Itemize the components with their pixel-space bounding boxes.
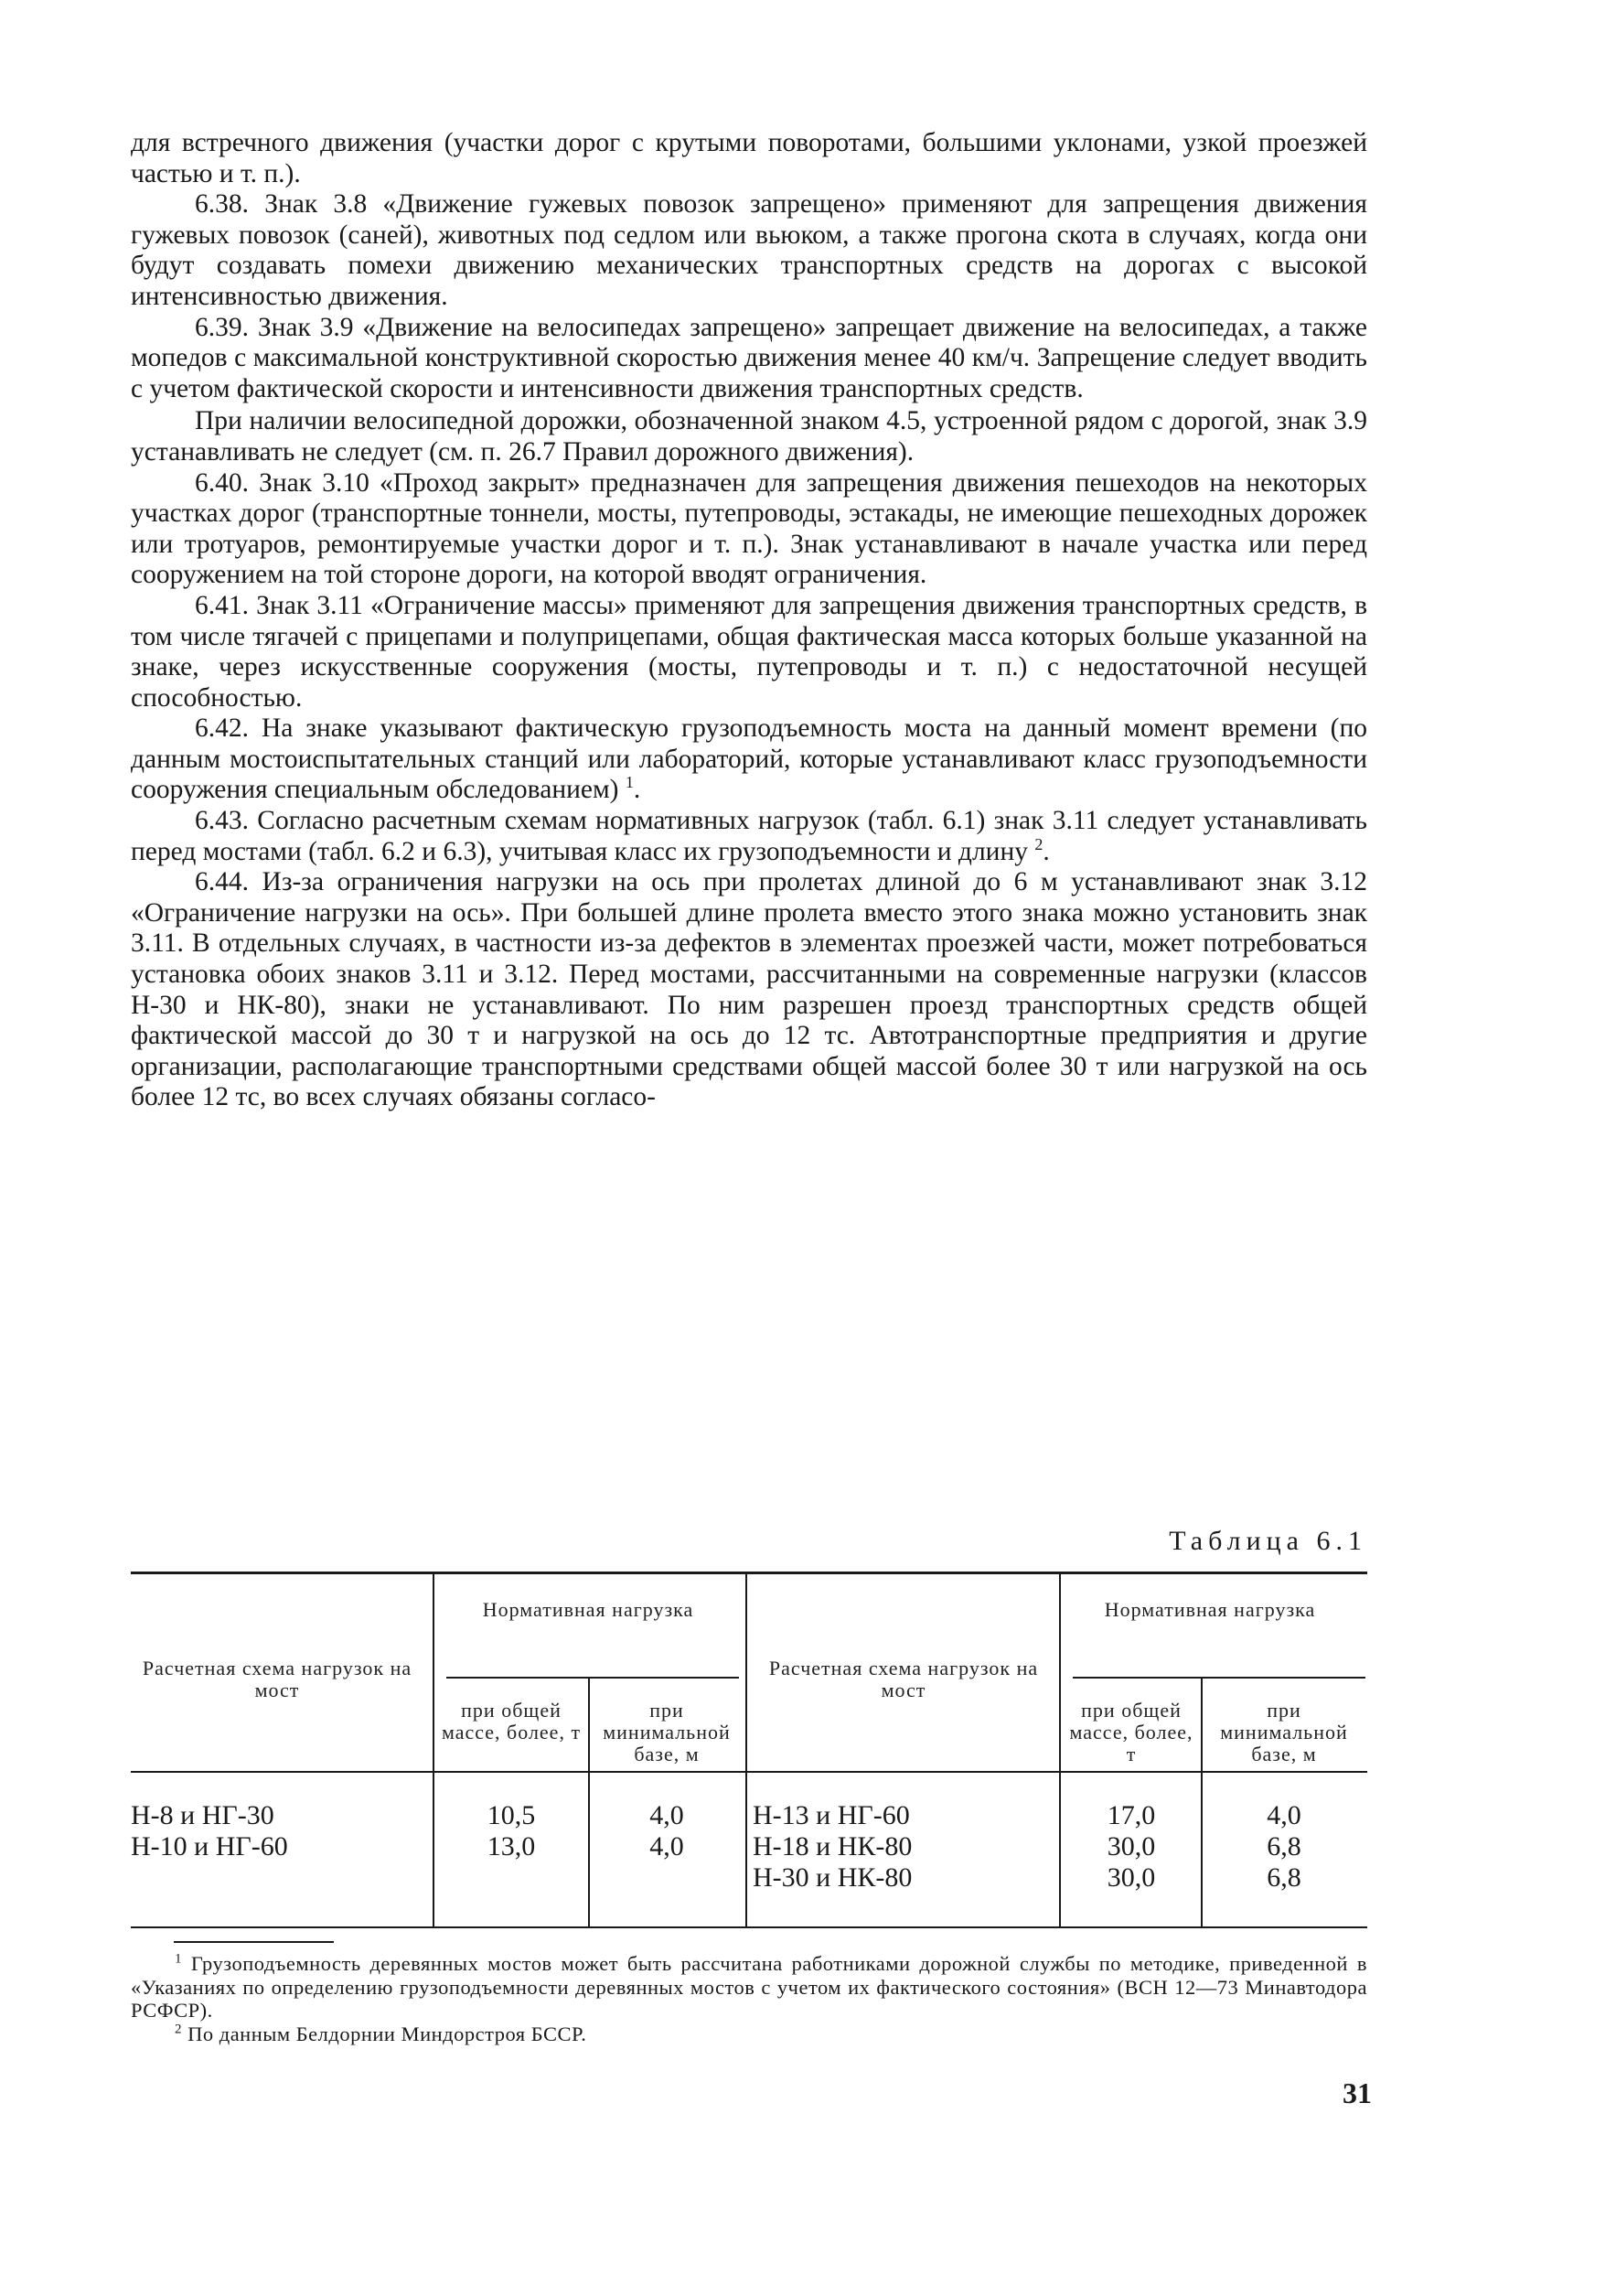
table-divider [1201,1677,1203,1926]
left-base-column [593,1800,741,1862]
footnotes [131,1952,1367,2045]
paragraph-6-39: 6.39. Знак 3.9 «Движение на велосипедах запрещено» запрещает движение на велосипедах, а также мопедов с максимальной конструктивной скоростью движения менее 40 км/ч. Запрещение следует вводить с учетом фактической скорости и интенсивности движения транспортных средств. [131,312,1367,403]
paragraph-6-44: 6.44. Из-за ограничения нагрузки на ось при пролетах длиной до 6 м устанавливают знак 3.12 «Ограничение нагрузки на ось». При большей длине пролета вместо этого знака можно установить знак 3.11. В отдельных случаях, в частности из-за дефектов в элементах проезжей части, может потребоваться установка обоих знаков 3.11 и 3.12. Перед мостами, рассчитанными на современные нагрузки (классов Н-30 и НК-80), знаки не устанавливают. По ним разрешен проезд транспортных средств общей фактической массой до 30 т и нагрузкой на ось до 12 тс. Автотранспортные предприятия и другие организации, располагающие транспортными средствами общей массой более 30 т или нагрузкой на ось более 12 тс, во всех случаях обязаны согласо- [131,867,1367,1112]
footnote-2 [131,2022,1367,2046]
table-divider [433,1572,434,1926]
header-mass-left: при общей массе, более, т [441,1699,582,1743]
table-cell: 4,0 [1267,1800,1301,1830]
footnote-1-text: Грузоподъемность деревянных мостов может быть рассчитана работниками дорожной службы по методике, приведенной в «Указаниях по определению грузоподъемности деревянных мостов с учетом их фактического состояния» (ВСН 12—73 Минавтодора РСФСР). [131,1952,1368,2022]
table-cell: 6,8 [1267,1862,1301,1893]
table-top-rule [131,1572,1367,1574]
table-cell: Н-8 и НГ-30 [131,1800,274,1830]
footnote-separator [174,1941,334,1943]
table-cell: 6,8 [1267,1831,1301,1861]
right-mass-column [1064,1800,1199,1894]
table-cell: 30,0 [1107,1831,1156,1861]
table-cell: Н-18 и НК-80 [753,1831,913,1861]
paragraph-6-42-end: . [633,775,641,805]
header-load-right: Нормативная нагрузка [1104,1598,1316,1621]
table-bottom-rule [131,1926,1367,1928]
paragraph-6-43 [131,806,1367,867]
table-header-rule [131,1771,1367,1773]
page-number: 31 [1343,2076,1372,2109]
paragraph-6-43-end: . [1043,836,1050,866]
table-subheader-rule [446,1677,739,1679]
paragraph-6-42-text: 6.42. На знаке указывают фактическую грузоподъемность моста на данный момент времени (по данным мостоиспытательных станций или лабораторий, которые устанавливают класс грузоподъемности сооружения специальным обследованием) [131,713,1367,805]
table-cell: 17,0 [1107,1800,1156,1830]
table-cell: 4,0 [649,1831,684,1861]
table-cell: Н-10 и НГ-60 [131,1831,288,1861]
footnote-ref-1: 1 [625,773,634,792]
table-cell: 13,0 [487,1831,536,1861]
table-divider [745,1572,747,1926]
footnote-ref-2: 2 [1034,834,1043,853]
header-base-right: при минимальной базе, м [1220,1699,1348,1765]
left-scheme-column [131,1800,423,1862]
left-mass-column [437,1800,585,1862]
table-divider [1059,1572,1061,1926]
body-text [131,128,1367,1113]
table-cell: Н-13 и НГ-60 [753,1800,910,1830]
table-cell: Н-30 и НК-80 [753,1862,913,1893]
paragraph-bicycle-lane: При наличии велосипедной дорожки, обозначенной знаком 4.5, устроенной рядом с дорогой, знак 3.9 устанавливать не следует (см. п. 26.7 Правил дорожного движения). [131,406,1367,467]
header-base-left: при минимальной базе, м [603,1699,731,1765]
footnote-2-text: По данным Белдорнии Миндорстроя БССР. [187,2022,587,2045]
header-load-left: Нормативная нагрузка [482,1598,694,1621]
header-scheme-left: Расчетная схема нагрузок на мост [142,1657,412,1701]
paragraph-continuation: для встречного движения (участки дорог с крутыми поворотами, большими уклонами, узкой проезжей частью и т. п.). [131,128,1367,188]
paragraph-6-41: 6.41. Знак 3.11 «Ограничение массы» применяют для запрещения движения транспортных средств, в том числе тягачей с прицепами и полуприцепами, общая фактическая масса которых больше указанной на знаке, через искусственные сооружения (мосты, путепроводы и т. п.) с недостаточной несущей способностью. [131,590,1367,713]
paragraph-6-40: 6.40. Знак 3.10 «Проход закрыт» предназначен для запрещения движения пешеходов на некоторых участках дорог (транспортные тоннели, мосты, путепроводы, эстакады, не имеющие пешеходных дорожек или тротуаров, ремонтируемые участки дорог и т. п.). Знак устанавливают в начале участка или перед сооружением на той стороне дороги, на которой вводят ограничения. [131,467,1367,590]
paragraph-6-43-text: 6.43. Согласно расчетным схемам нормативных нагрузок (табл. 6.1) знак 3.11 следует устанавливать перед мостами (табл. 6.2 и 6.3), учитывая класс их грузоподъемности и длину [131,806,1367,866]
footnote-1 [131,1952,1367,2022]
footnote-1-mark: 1 [175,1951,182,1967]
table-cell: 10,5 [487,1800,536,1830]
footnote-2-mark: 2 [175,2022,182,2036]
paragraph-6-38: 6.38. Знак 3.8 «Движение гужевых повозок запрещено» применяют для запрещения движения гужевых повозок (саней), животных под седлом или вьюком, а также прогона скота в случаях, когда они будут создавать помехи движению механических транспортных средств на дорогах с высокой интенсивностью движения. [131,189,1367,311]
table-cell: 4,0 [649,1800,684,1830]
header-mass-right: при общей массе, более, т [1069,1699,1193,1765]
table-6-1 [131,1572,1367,1928]
table-divider [588,1677,590,1926]
right-scheme-column [753,1800,1054,1894]
table-cell: 30,0 [1107,1862,1156,1893]
header-scheme-right: Расчетная схема нагрузок на мост [768,1657,1039,1701]
table-subheader-rule [1073,1677,1365,1679]
paragraph-6-42 [131,713,1367,806]
table-caption: Таблица 6.1 [1169,1526,1367,1556]
right-base-column [1205,1800,1363,1894]
